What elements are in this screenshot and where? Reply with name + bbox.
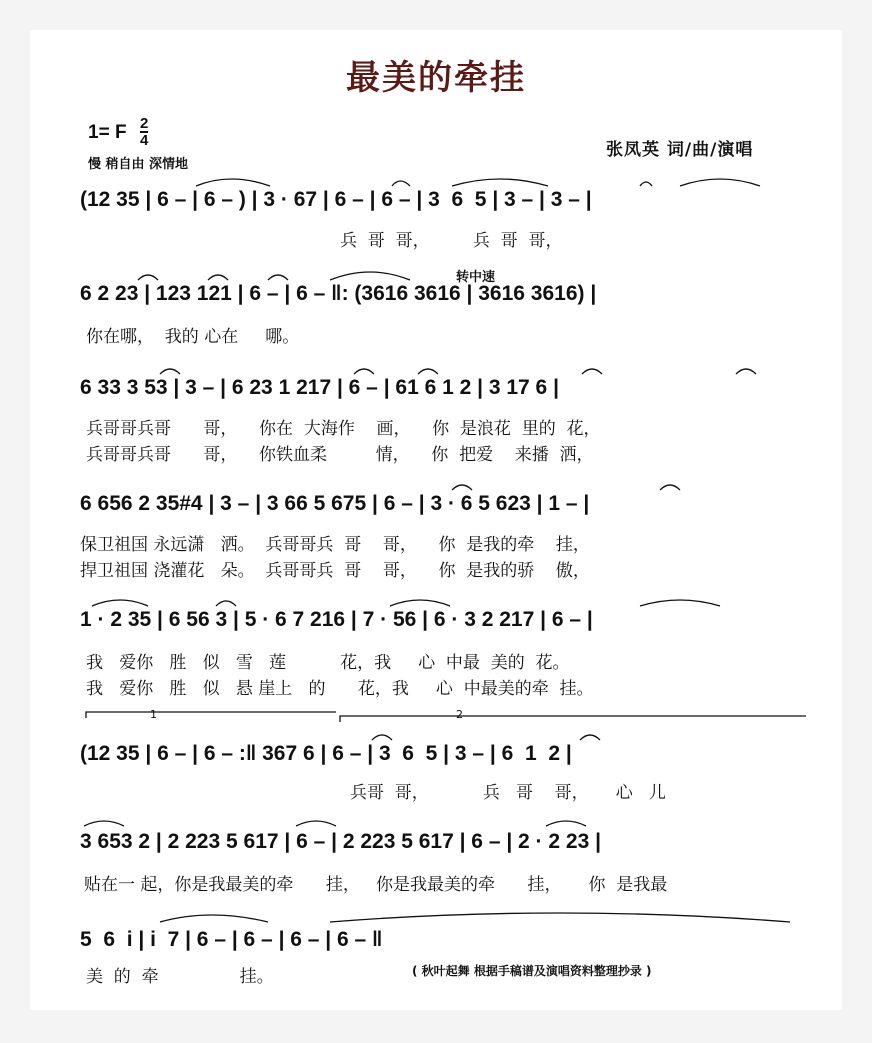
lyric-row-4a: 保卫祖国 永远潇 洒。 兵哥哥兵 哥 哥， 你 是我的牵 挂， — [80, 535, 590, 555]
lyric-row-8: 美 的 牵 挂。 — [86, 967, 274, 987]
tempo-change: 转中速 — [456, 270, 496, 285]
volta-1: 1 — [150, 708, 157, 721]
key-signature: 1= F — [88, 122, 127, 143]
lyric-row-2: 你在哪， 我的 心在 哪。 — [86, 327, 300, 347]
notation-row-7: 3 653 2 | 2 223 5 617 | 6 – | 2 223 5 617 | 6 – | 2 · 2 23 | — [80, 830, 601, 853]
volta-2: 2 — [456, 708, 463, 721]
notation-row-8: 5 6 i | i 7 | 6 – | 6 – | 6 – | 6 – ‖ — [80, 928, 383, 951]
notation-row-6: (12 35 | 6 – | 6 – :‖ 367 6 | 6 – | 3 6 5 | 3 – | 6 1 2 | — [80, 742, 572, 765]
time-signature-bottom: 4 — [140, 132, 149, 149]
notation-row-4: 6 656 2 35#4 | 3 – | 3 66 5 675 | 6 – | 3 · 6 5 623 | 1 – | — [80, 492, 590, 515]
lyric-row-4b: 捍卫祖国 浇灌花 朵。 兵哥哥兵 哥 哥， 你 是我的骄 傲， — [80, 561, 590, 581]
notation-row-3: 6 33 3 53 | 3 – | 6 23 1 217 | 6 – | 61 6 1 2 | 3 17 6 | — [80, 376, 559, 399]
author-credit: 张凤英 词/曲/演唱 — [606, 140, 754, 160]
notation-row-5: 1 · 2 35 | 6 56 3 | 5 · 6 7 216 | 7 · 56 | 6 · 3 2 217 | 6 – | — [80, 608, 593, 631]
time-signature — [140, 116, 148, 148]
lyric-row-6: 兵哥 哥， 兵 哥 哥， 心 儿 — [350, 783, 666, 803]
lyric-row-5a: 我 爱你 胜 似 雪 莲 花，我 心 中最 美的 花。 — [86, 653, 570, 673]
lyric-row-3b: 兵哥哥兵哥 哥， 你铁血柔 情， 你 把爱 来播 洒， — [86, 445, 594, 465]
lyric-row-3a: 兵哥哥兵哥 哥， 你在 大海作 画， 你 是浪花 里的 花， — [86, 419, 601, 439]
lyric-row-1: 兵 哥 哥， 兵 哥 哥， — [340, 231, 563, 251]
notation-row-2: 6 2 23 | 123 121 | 6 – | 6 – ‖: (3616 3616 | 3616 3616) | — [80, 282, 597, 305]
source-footnote: ( 秋叶起舞 根据手稿谱及演唱资料整理抄录 ) — [412, 964, 652, 978]
lyric-row-5b: 我 爱你 胜 似 悬 崖上 的 花，我 心 中最美的牵 挂。 — [86, 679, 594, 699]
song-title: 最美的牵挂 — [346, 58, 526, 98]
notation-row-1: (12 35 | 6 – | 6 – ) | 3 · 67 | 6 – | 6 – | 3 6 5 | 3 – | 3 – | — [80, 188, 592, 211]
lyric-row-7: 贴在一 起，你是我最美的牵 挂， 你是我最美的牵 挂， 你 是我最 — [84, 875, 668, 895]
tempo-marking: 慢 稍自由 深情地 — [88, 157, 189, 172]
time-signature-top: 2 — [140, 115, 149, 132]
